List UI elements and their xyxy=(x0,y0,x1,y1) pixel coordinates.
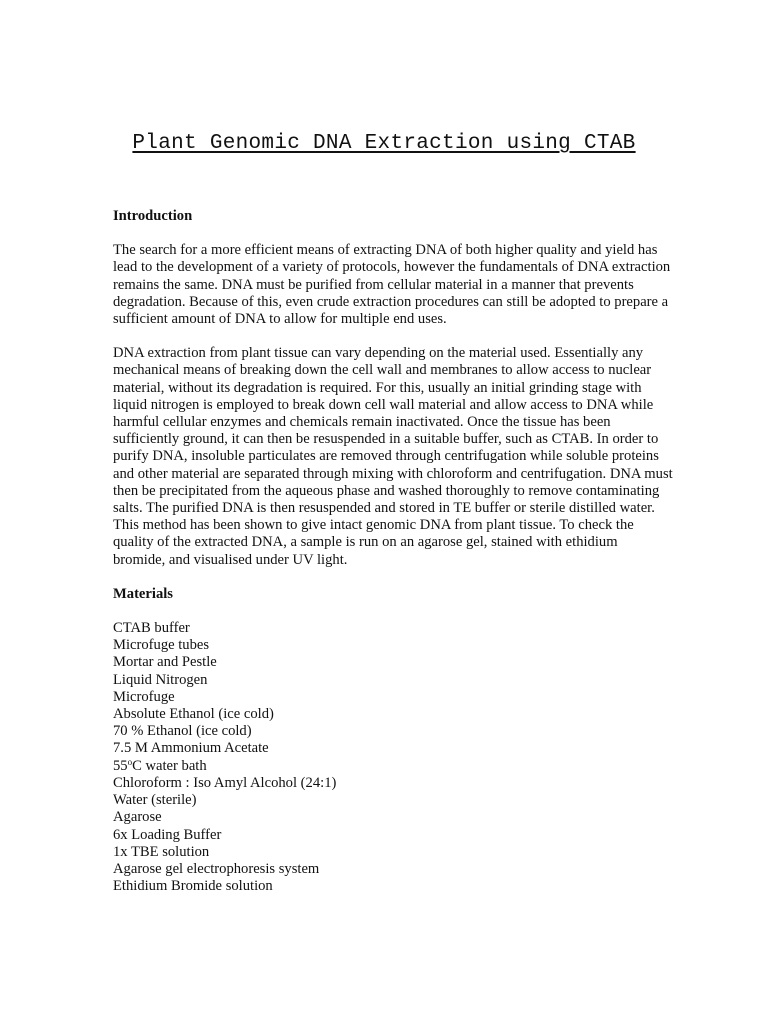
list-item: Microfuge xyxy=(113,688,175,705)
list-item-water-bath xyxy=(113,758,673,775)
introduction-paragraph: DNA extraction from plant tissue can vary depending on the material used. Essentially any mechanical means of breaking down the cell wall and membranes to allow access to nuclear material, without its degradation is required. For this, usually an initial grinding stage with liquid nitrogen is employed to break down cell wall material and allow access to DNA while harmful cellular enzymes and chemicals remain inactivated. Once the tissue has been sufficiently ground, it can then be resuspended in a suitable buffer, such as CTAB. In order to purify DNA, insoluble particulates are removed through centrifugation while soluble proteins and other material are separated through mixing with chloroform and centrifugation. DNA must then be precipitated from the aqueous phase and washed thoroughly to remove contaminating salts. The purified DNA is then resuspended and stored in TE buffer or sterile distilled water. This method has been shown to give intact genomic DNA from plant tissue. To check the quality of the extracted DNA, a sample is run on an agarose gel, stained with ethidium bromide, and visualised under UV light. xyxy=(113,345,673,568)
list-item: CTAB buffer xyxy=(113,620,190,637)
introduction-heading: Introduction xyxy=(113,208,193,224)
list-item: Water (sterile) xyxy=(113,792,197,809)
document-body xyxy=(113,208,673,895)
list-item: 6x Loading Buffer xyxy=(113,826,222,843)
list-item: 7.5 M Ammonium Acetate xyxy=(113,740,269,757)
list-item: Ethidium Bromide solution xyxy=(113,878,273,895)
list-item: Liquid Nitrogen xyxy=(113,671,208,688)
degree-superscript: o xyxy=(127,756,133,767)
materials-list xyxy=(113,620,673,895)
materials-heading: Materials xyxy=(113,585,173,602)
water-bath-temperature: 55 xyxy=(113,757,128,774)
list-item: 1x TBE solution xyxy=(113,843,210,860)
water-bath-label: C water bath xyxy=(132,757,207,774)
list-item: Microfuge tubes xyxy=(113,637,210,654)
list-item: Mortar and Pestle xyxy=(113,654,217,671)
list-item: Agarose xyxy=(113,809,162,826)
list-item: Chloroform : Iso Amyl Alcohol (24:1) xyxy=(113,774,337,791)
list-item: 70 % Ethanol (ice cold) xyxy=(113,723,252,740)
list-item: Absolute Ethanol (ice cold) xyxy=(113,706,274,723)
introduction-paragraph: The search for a more efficient means of extracting DNA of both higher quality and yield has lead to the development of a variety of protocols, however the fundamentals of DNA extraction remains the same. DNA must be purified from cellular material in a manner that prevents degradation. Because of this, even crude extraction procedures can still be adopted to prepare a sufficient amount of DNA to allow for multiple end uses. xyxy=(113,242,671,328)
list-item: Agarose gel electrophoresis system xyxy=(113,860,320,877)
document-title: Plant Genomic DNA Extraction using CTAB xyxy=(132,132,636,155)
